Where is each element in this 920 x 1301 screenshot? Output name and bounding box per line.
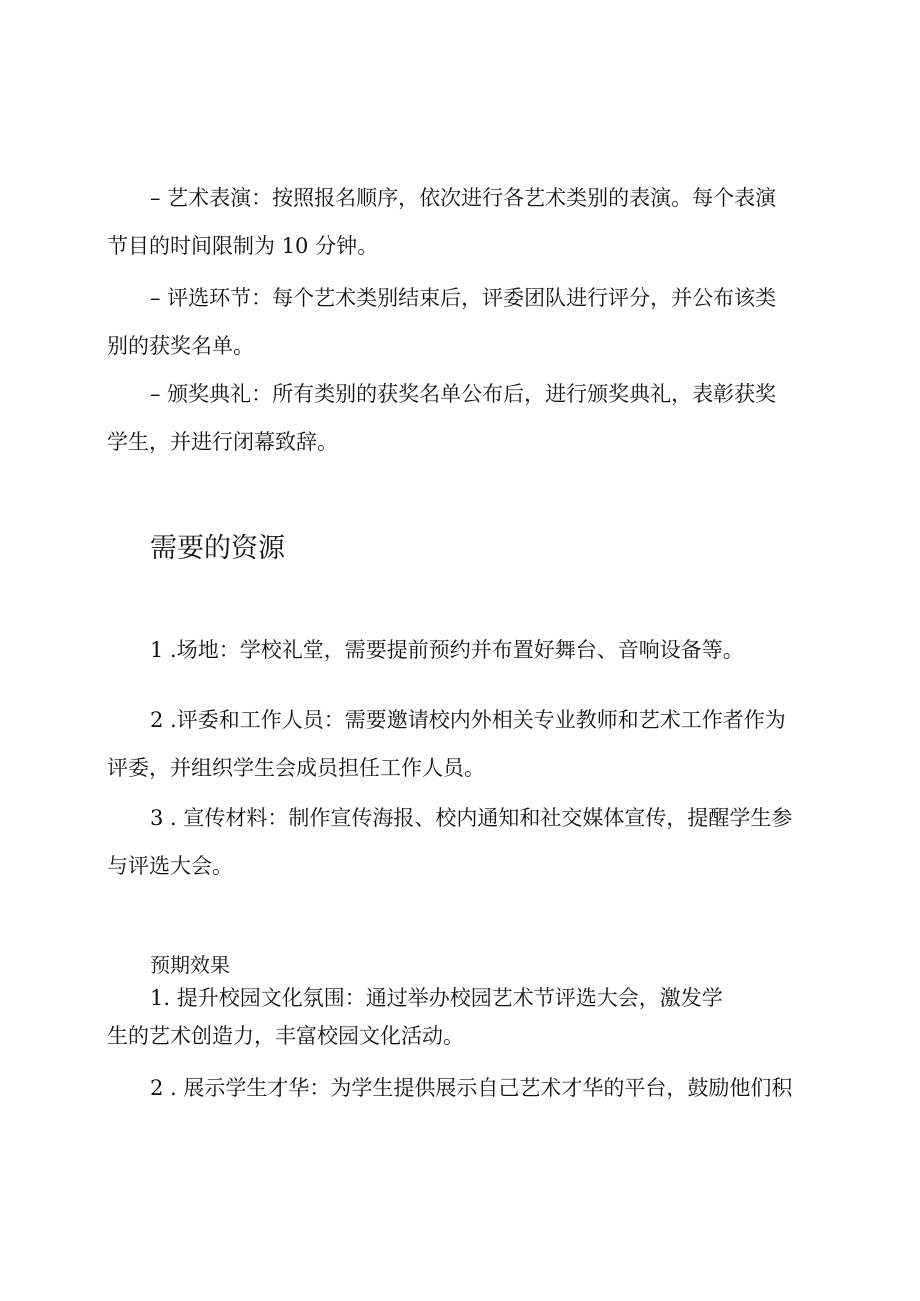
schedule-item-performance-line2: 节目的时间限制为 10 分钟。 (107, 234, 379, 258)
resources-item-judges-line1: 2 .评委和工作人员：需要邀请校内外相关专业教师和艺术工作者作为 (150, 708, 786, 732)
schedule-item-ceremony-line2: 学生，并进行闭幕致辞。 (107, 430, 338, 454)
schedule-item-ceremony-line1: – 颁奖典礼：所有类别的获奖名单公布后，进行颁奖典礼，表彰获奖 (150, 382, 777, 406)
resources-item-judges-line2: 评委，并组织学生会成员担任工作人员。 (107, 756, 485, 780)
effects-item-culture-line2: 生的艺术创造力，丰富校园文化活动。 (107, 1024, 464, 1048)
effects-heading: 预期效果 (150, 953, 230, 977)
effects-item-culture-line1: 1. 提升校园文化氛围：通过举办校园艺术节评选大会，激发学 (150, 986, 723, 1010)
resources-item-venue: 1 .场地：学校礼堂，需要提前预约并布置好舞台、音响设备等。 (150, 638, 744, 662)
effects-item-talent-line1: 2 . 展示学生才华：为学生提供展示自己艺术才华的平台，鼓励他们积 (150, 1076, 793, 1100)
schedule-item-judging-line1: – 评选环节：每个艺术类别结束后，评委团队进行评分，并公布该类 (150, 286, 777, 310)
resources-item-promotion-line1: 3 . 宣传材料：制作宣传海报、校内通知和社交媒体宣传，提醒学生参 (150, 806, 793, 830)
resources-heading: 需要的资源 (150, 533, 285, 564)
resources-item-promotion-line2: 与评选大会。 (107, 854, 233, 878)
schedule-item-judging-line2: 别的获奖名单。 (107, 334, 254, 358)
schedule-item-performance-line1: – 艺术表演：按照报名顺序，依次进行各艺术类别的表演。每个表演 (150, 186, 777, 210)
